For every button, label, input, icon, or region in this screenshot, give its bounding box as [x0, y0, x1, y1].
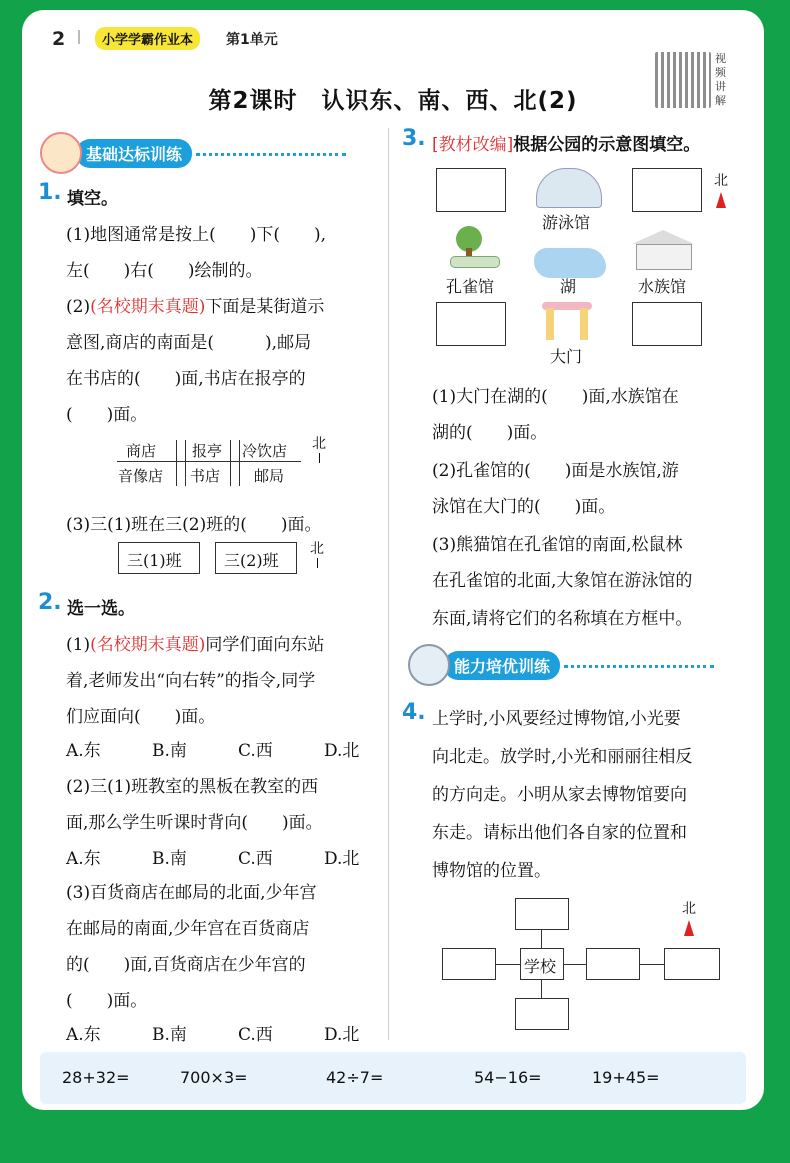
q3-line3: (2)孔雀馆的( )面是水族馆,游	[432, 461, 679, 481]
textbook-tag: [教材改编]	[432, 135, 514, 155]
q1-line5: 在书店的( )面,书店在报亭的	[66, 369, 306, 389]
section-advanced-label: 能力培优训练	[444, 651, 560, 680]
north-indicator: 北	[312, 433, 326, 463]
street-av: 音像店	[118, 467, 164, 485]
header-divider	[78, 30, 80, 44]
q3-line4: 泳馆在大门的( )面。	[432, 497, 616, 517]
q2-a-line3: 们应面向( )面。	[66, 707, 216, 727]
answer-box-west[interactable]	[442, 948, 496, 980]
page-title: 第2课时 认识东、南、西、北(2)	[208, 88, 578, 114]
worksheet-page	[22, 10, 764, 1110]
q3-line7: 东面,请将它们的名称填在方框中。	[432, 609, 693, 629]
q1-line2: 左( )右( )绘制的。	[66, 261, 263, 281]
q3-line1: (1)大门在湖的( )面,水族馆在	[432, 387, 679, 407]
option-a[interactable]: A.东	[66, 741, 101, 761]
answer-box-ne[interactable]	[632, 168, 702, 212]
q2-a-line1: (1)(名校期末真题)同学们面向东站	[66, 635, 325, 655]
math-item-5[interactable]: 19+45=	[592, 1068, 660, 1087]
answer-box-east-1[interactable]	[586, 948, 640, 980]
place-pool: 游泳馆	[542, 213, 591, 232]
answer-box-north[interactable]	[515, 898, 569, 930]
q2-a-options	[66, 736, 410, 761]
option-b[interactable]: B.南	[152, 1025, 187, 1045]
q2-text: 选一选。	[67, 599, 135, 619]
peacock-house-icon	[450, 226, 498, 266]
qr-label: 视频讲解	[715, 52, 726, 107]
place-peacock: 孔雀馆	[446, 277, 495, 296]
math-item-1[interactable]: 28+32=	[62, 1068, 130, 1087]
option-d[interactable]: D.北	[324, 741, 360, 761]
street-postoffice: 邮局	[254, 467, 285, 485]
q2-b-options	[66, 844, 410, 869]
answer-box-nw[interactable]	[436, 168, 506, 212]
north-indicator-2: 北	[310, 538, 324, 568]
q4-line1: 上学时,小风要经过博物馆,小光要	[432, 709, 681, 729]
pool-building-icon	[536, 168, 602, 208]
q1-line6: ( )面。	[66, 405, 148, 425]
math-item-4[interactable]: 54−16=	[474, 1068, 542, 1087]
q2-c-line3: 的( )面,百货商店在少年宫的	[66, 955, 306, 975]
q3-line2: 湖的( )面。	[432, 423, 548, 443]
q4-line3: 的方向走。小明从家去博物馆要向	[432, 785, 687, 805]
q1-line1: (1)地图通常是按上( )下( ),	[66, 225, 327, 245]
column-divider	[388, 128, 389, 1040]
math-item-2[interactable]: 700×3=	[180, 1068, 248, 1087]
option-d[interactable]: D.北	[324, 1025, 360, 1045]
place-gate: 大门	[550, 347, 583, 366]
section-basic-label: 基础达标训练	[76, 139, 192, 168]
section-basic	[40, 132, 346, 174]
q1-line4: 意图,商店的南面是( ),邮局	[66, 333, 312, 353]
answer-box-sw[interactable]	[436, 302, 506, 346]
q1-line3: (2)(名校期末真题)下面是某街道示	[66, 297, 325, 317]
q1-line7: (3)三(1)班在三(2)班的( )面。	[66, 515, 322, 535]
q3-line6: 在孔雀馆的北面,大象馆在游泳馆的	[432, 571, 693, 591]
unit-label: 第1单元	[226, 32, 278, 48]
q2-c-line1: (3)百货商店在邮局的北面,少年宫	[66, 883, 317, 903]
q2-number: 2.	[38, 590, 62, 615]
street-bookstore: 书店	[190, 467, 221, 485]
north-indicator-3: 北	[714, 170, 728, 208]
option-a[interactable]: A.东	[66, 849, 101, 869]
exam-tag-2: (名校期末真题)	[90, 635, 206, 655]
gate-icon	[542, 302, 592, 342]
class-box-2: 三(2)班	[215, 542, 297, 574]
mental-math-bar	[40, 1052, 746, 1104]
answer-box-se[interactable]	[632, 302, 702, 346]
brand-badge: 小学学霸作业本	[95, 27, 200, 50]
section-advanced	[408, 644, 714, 686]
north-indicator-4: 北	[682, 898, 696, 936]
option-c[interactable]: C.西	[238, 849, 273, 869]
cat-mascot-icon	[40, 132, 82, 174]
option-b[interactable]: B.南	[152, 849, 187, 869]
option-c[interactable]: C.西	[238, 741, 273, 761]
dotted-line	[196, 150, 346, 156]
q4-number: 4.	[402, 700, 426, 725]
exam-tag: (名校期末真题)	[90, 297, 206, 317]
place-aquarium: 水族馆	[638, 277, 687, 296]
option-a[interactable]: A.东	[66, 1025, 101, 1045]
q2-c-line4: ( )面。	[66, 991, 148, 1011]
dog-mascot-icon	[408, 644, 450, 686]
q3-text: [教材改编]根据公园的示意图填空。	[432, 135, 701, 155]
street-drinks: 冷饮店	[242, 442, 288, 460]
place-lake: 湖	[560, 277, 577, 296]
answer-box-south[interactable]	[515, 998, 569, 1030]
q3-number: 3.	[402, 126, 426, 151]
street-newsstand: 报亭	[192, 442, 223, 460]
q1-text: 填空。	[67, 189, 118, 209]
q4-line2: 向北走。放学时,小光和丽丽往相反	[432, 747, 693, 767]
street-shop: 商店	[126, 442, 157, 460]
school-box	[520, 948, 564, 980]
q1-number: 1.	[38, 180, 62, 205]
q3-line5: (3)熊猫馆在孔雀馆的南面,松鼠林	[432, 535, 683, 555]
school-label: 学校	[524, 957, 557, 976]
street-road	[117, 461, 301, 462]
q2-b-line2: 面,那么学生听课时背向( )面。	[66, 813, 323, 833]
q2-c-line2: 在邮局的南面,少年宫在百货商店	[66, 919, 310, 939]
math-item-3[interactable]: 42÷7=	[326, 1068, 384, 1087]
option-d[interactable]: D.北	[324, 849, 360, 869]
option-b[interactable]: B.南	[152, 741, 187, 761]
q2-a-line2: 着,老师发出“向右转”的指令,同学	[66, 671, 316, 691]
option-c[interactable]: C.西	[238, 1025, 273, 1045]
q2-b-line1: (2)三(1)班教室的黑板在教室的西	[66, 777, 319, 797]
q2-c-options	[66, 1020, 410, 1045]
q4-line5: 博物馆的位置。	[432, 861, 551, 881]
class-box-1: 三(1)班	[118, 542, 200, 574]
dotted-line	[564, 662, 714, 668]
aquarium-icon	[632, 230, 694, 270]
q4-line4: 东走。请标出他们各自家的位置和	[432, 823, 687, 843]
answer-box-east-2[interactable]	[664, 948, 720, 980]
page-number: 2	[52, 28, 66, 50]
